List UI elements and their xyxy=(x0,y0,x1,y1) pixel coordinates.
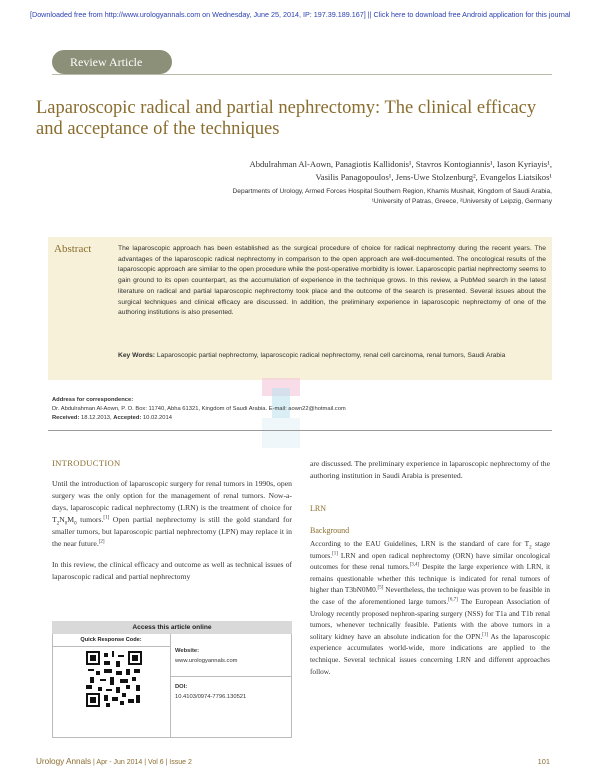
keywords-text: Laparoscopic partial nephrectomy, laparoscopic radical nephrectomy, renal cell carcinoma, renal tumors, Saudi Arabia xyxy=(156,352,506,359)
header-separator xyxy=(48,430,552,431)
citation[interactable]: [1] xyxy=(103,515,110,521)
intro-paragraph-2: In this review, the clinical efficacy and outcome as well as technical issues of laparoscopic radical and partial nephrectomy xyxy=(52,560,292,581)
website-link[interactable]: www.urologyannals.com xyxy=(175,658,238,664)
citation[interactable]: [1] xyxy=(482,632,489,638)
correspondence xyxy=(52,396,552,423)
doi-info xyxy=(175,682,287,702)
left-column xyxy=(52,478,292,592)
affiliations xyxy=(72,187,552,207)
access-online-header: Access this article online xyxy=(52,621,292,634)
qr-code-icon[interactable] xyxy=(86,651,142,707)
citation[interactable]: [3,4] xyxy=(409,562,420,568)
keywords-label: Key Words: xyxy=(118,352,156,359)
citation[interactable]: [5] xyxy=(377,585,384,591)
article-title: Laparoscopic radical and partial nephrectomy: The clinical efficacy and acceptance of the techniques xyxy=(36,98,537,139)
received-date: 18.12.2013, xyxy=(81,415,112,421)
intro-paragraph-3: are discussed. The preliminary experience in laparoscopic nephrectomy of the authoring institution in Saudi Arabia is presented. xyxy=(310,459,550,480)
received-label: Received: xyxy=(52,415,80,421)
accepted-date: 10.02.2014 xyxy=(142,415,172,421)
section-divider xyxy=(52,74,552,75)
access-box-hdivider xyxy=(170,676,292,677)
lrn-heading: LRN xyxy=(310,504,326,513)
affiliation-line-1: Departments of Urology, Armed Forces Hospital Southern Region, Khamis Mushait, Kingdom of Saudi Arabia, xyxy=(232,188,552,195)
abstract-text: The laparoscopic approach has been established as the surgical procedure of choice for radical nephrectomy during the recent years. The advantages of the laparoscopic radical nephrectomy in comparison to the open approach are well-documented. The oncological results of the laparoscopic approach are similar to the open procedure while the post-operative morbidity is lower. Laparoscopic partial nephrectomy seems to gain ground to its open counterpart, as the accumulation of experience in the technique grows. In this review, a PubMed search in the latest literature on radical and partial laparoscopic nephrectomy took place and the outcome of the search is presented. Several issues about the surgical techniques and clinical efficacy are discussed. In addition, the preliminary experience in laparoscopic nephrectomy of one of the authoring institutions is also presented. xyxy=(118,245,546,317)
footer-issue: | Apr - Jun 2014 | Vol 6 | Issue 2 xyxy=(93,759,192,766)
qr-code-label: Quick Response Code: xyxy=(52,635,170,647)
right-column-top xyxy=(310,458,550,491)
access-box-divider xyxy=(170,634,171,738)
accepted-label: Accepted: xyxy=(113,415,142,421)
citation[interactable]: [2] xyxy=(98,539,105,545)
footer-citation xyxy=(36,757,192,766)
abstract-label: Abstract xyxy=(54,243,92,255)
keywords xyxy=(118,351,546,362)
dates xyxy=(52,414,552,423)
author-list xyxy=(72,158,552,184)
authors-line-1: Abdulrahman Al-Aown, Panagiotis Kallidonis¹, Stavros Kontogiannis¹, Iason Kyriayis¹, xyxy=(249,159,552,169)
citation[interactable]: [1] xyxy=(332,551,338,557)
background-heading: Background xyxy=(310,526,350,535)
doi-link[interactable]: 10.4103/0974-7796.130521 xyxy=(175,694,247,700)
doi-label: DOI: xyxy=(175,684,188,690)
citation[interactable]: [6,7] xyxy=(448,597,458,603)
background-paragraph: According to the EAU Guidelines, LRN is the standard of care for $T_2$ stage tumors.[1] LRN and open radical nephrectomy (ORN) have similar oncological outcomes for these renal tumors.[3,4] Despite the large experience with LRN, it remains questionable whether this technique is indicated for renal tumors of higher than T3bN0M0.[5] Nevertheless, the technique was proven to be feasible in the case of the aforementioned large tumors.[6,7] The European Association of Urology recently proposed nephron-sparing surgery (NSS) for T1a and T1b renal tumors, whenever technically feasible. Patients with the above tumors in a solitary kidney have an absolute indication for the OPN.[1] As the laparoscopic experience accumulates world-wide, more indications are applied to the technique. Several technical issues concerning LRN and different approaches follow. xyxy=(310,539,550,676)
authors-line-2: Vasilis Panagopoulos¹, Jens-Uwe Stolzenburg², Evangelos Liatsikos¹ xyxy=(315,172,552,182)
website-info xyxy=(175,646,287,666)
download-notice-link[interactable]: [Downloaded free from http://www.urologyannals.com on Wednesday, June 25, 2014, IP: 197.39.189.167] || Click here to download free Android application for this journal xyxy=(30,10,571,19)
page-number: 101 xyxy=(537,757,550,766)
intro-paragraph-1: Until the introduction of laparoscopic surgery for renal tumors in 1990s, open surgery was the only option for the management of renal tumors. Now-a-days, laparoscopic radical nephrectomy (LRN) is the treatment of choice for $T_2N_0M_0$ tumors.[1] Open partial nephrectomy is still the gold standard for smaller tumors, but laparoscopic partial nephrectomy (LPN) may replace it in the near future.[2] xyxy=(52,479,292,548)
footer-journal: Urology Annals xyxy=(36,757,92,766)
website-label: Website: xyxy=(175,648,200,654)
correspondence-label: Address for correspondence: xyxy=(52,397,134,403)
affiliation-line-2: ¹University of Patras, Greece, ²University of Leipzig, Germany xyxy=(371,198,552,205)
correspondence-address: Dr. Abdulrahman Al-Aown, P. O. Box: 11740, Abha 61321, Kingdom of Saudi Arabia. E-mail: aown22@hotmail.com xyxy=(52,406,346,412)
section-label: Review Article xyxy=(52,50,172,74)
introduction-heading: INTRODUCTION xyxy=(52,458,121,468)
